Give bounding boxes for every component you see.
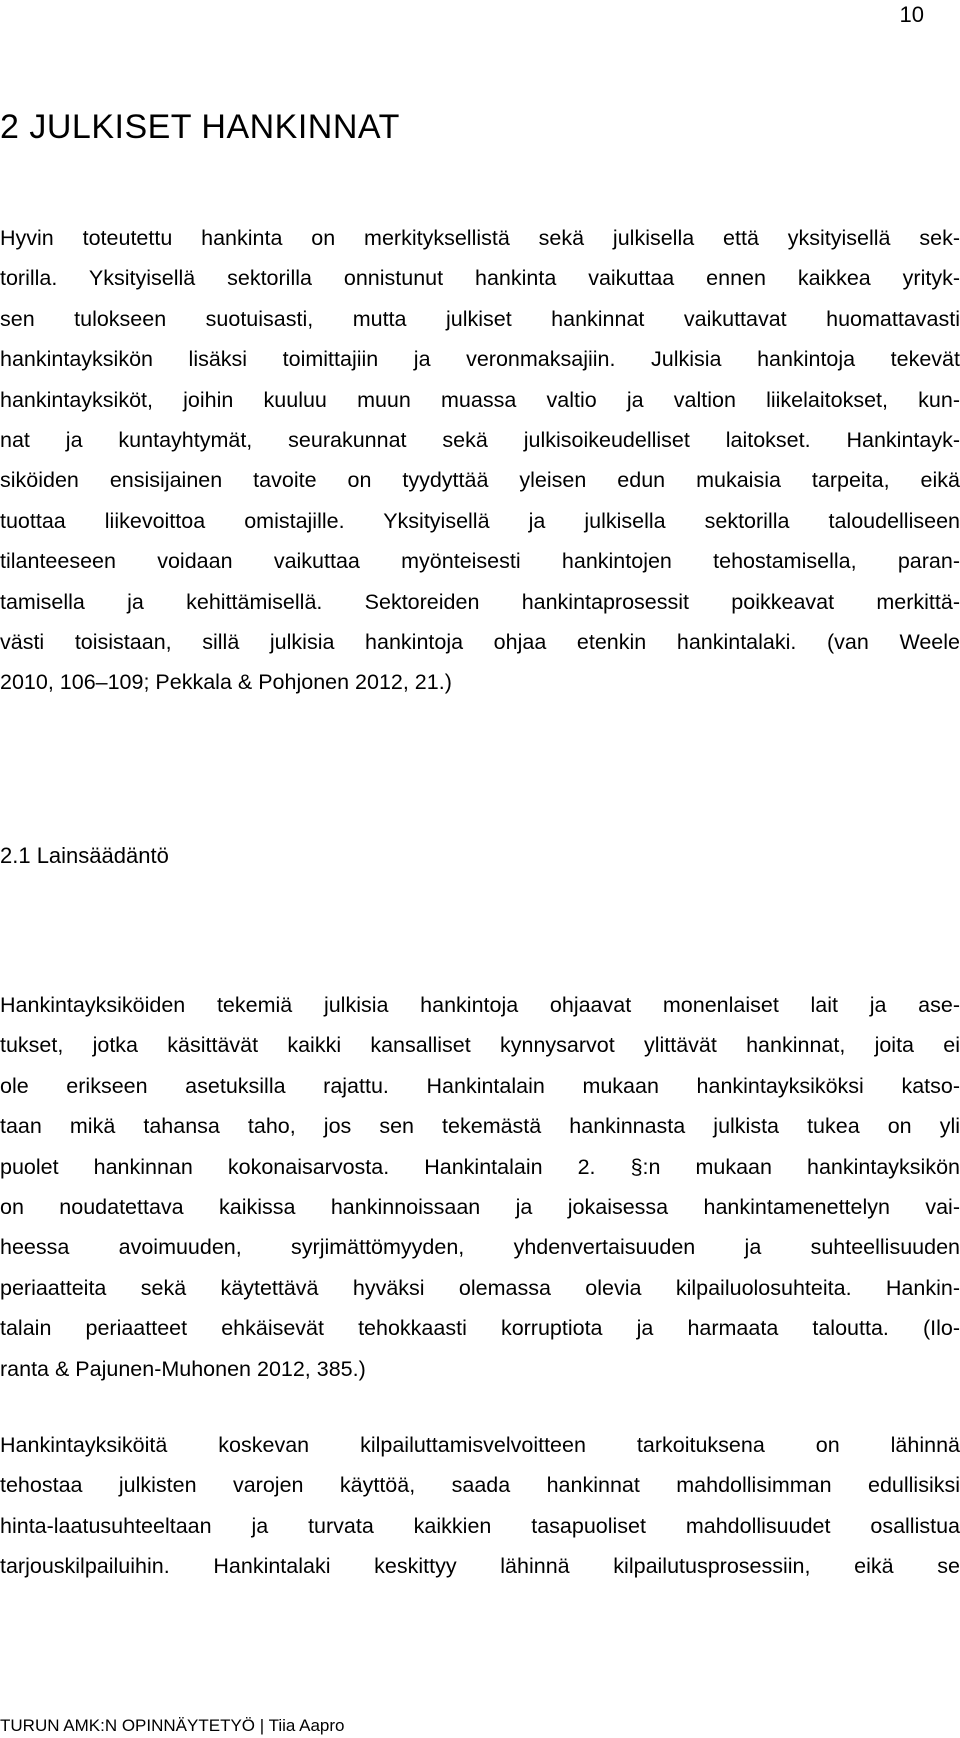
paragraph-line: Hyvin toteutettu hankinta on merkityksellistä sekä julkisella että yksityisellä sek- [0,226,960,250]
paragraph-line: tuottaa liikevoittoa omistajille. Yksityisellä ja julkisella sektorilla taloudelliseen [0,508,960,533]
paragraph-line: hankintayksiköt, joihin kuuluu muun muassa valtio ja valtion liikelaitokset, kun- [0,387,960,412]
paragraph-line: tukset, jotka käsittävät kaikki kansalliset kynnysarvot ylittävät hankinnat, joita ei [0,1033,960,1058]
paragraph-line: tilanteeseen voidaan vaikuttaa myönteisesti hankintojen tehostamisella, paran- [0,549,960,574]
paragraph-line: on noudatettava kaikissa hankinnoissaan ja jokaisessa hankintamenettelyn vai- [0,1194,960,1219]
paragraph-line: talain periaatteet ehkäisevät tehokkaasti korruptiota ja harmaata taloutta. (Ilo- [0,1316,960,1341]
paragraph-line: periaatteita sekä käytettävä hyväksi olemassa olevia kilpailuolosuhteita. Hankin- [0,1275,960,1300]
body-paragraph-3 [0,1425,960,1587]
paragraph-line: hinta-laatusuhteeltaan ja turvata kaikkien tasapuoliset mahdollisuudet osallistua [0,1513,960,1538]
section-title: 2.1 Lainsäädäntö [0,843,169,868]
body-paragraph-1 [0,218,960,703]
paragraph-line: sen tulokseen suotuisasti, mutta julkiset hankinnat vaikuttavat huomattavasti [0,306,960,331]
paragraph-line: västi toisistaan, sillä julkisia hankintoja ohjaa etenkin hankintalaki. (van Weele [0,629,960,654]
paragraph-line: tamisella ja kehittämisellä. Sektoreiden hankintaprosessit poikkeavat merkittä- [0,589,960,614]
body-paragraph-2 [0,985,960,1389]
paragraph-line: 2010, 106–109; Pekkala & Pohjonen 2012, 21.) [0,670,452,695]
paragraph-line: puolet hankinnan kokonaisarvosta. Hankintalain 2. §:n mukaan hankintayksikön [0,1154,960,1179]
paragraph-line: heessa avoimuuden, syrjimättömyyden, yhdenvertaisuuden ja suhteellisuuden [0,1235,960,1260]
paragraph-line: nat ja kuntayhtymät, seurakunnat sekä julkisoikeudelliset laitokset. Hankintayk- [0,427,960,452]
paragraph-line: taan mikä tahansa taho, jos sen tekemästä hankinnasta julkista tukea on yli [0,1114,960,1139]
page-number: 10 [899,2,924,27]
paragraph-line: tehostaa julkisten varojen käyttöä, saada hankinnat mahdollisimman edullisiksi [0,1473,960,1498]
paragraph-line: siköiden ensisijainen tavoite on tyydyttää yleisen edun mukaisia tarpeita, eikä [0,468,960,493]
paragraph-line: torilla. Yksityisellä sektorilla onnistunut hankinta vaikuttaa ennen kaikkea yrityk- [0,266,960,291]
chapter-title: 2 JULKISET HANKINNAT [0,108,400,146]
paragraph-line: Hankintayksiköiden tekemiä julkisia hankintoja ohjaavat monenlaiset lait ja ase- [0,993,960,1017]
paragraph-line: ole erikseen asetuksilla rajattu. Hankintalain mukaan hankintayksiköksi katso- [0,1073,960,1098]
page-footer: TURUN AMK:N OPINNÄYTETYÖ | Tiia Aapro [0,1716,345,1735]
paragraph-line: tarjouskilpailuihin. Hankintalaki keskittyy lähinnä kilpailutusprosessiin, eikä se [0,1554,960,1579]
paragraph-line: ranta & Pajunen-Muhonen 2012, 385.) [0,1356,366,1381]
paragraph-line: hankintayksikön lisäksi toimittajiin ja veronmaksajiin. Julkisia hankintoja tekevät [0,347,960,372]
paragraph-line: Hankintayksiköitä koskevan kilpailuttamisvelvoitteen tarkoituksena on lähinnä [0,1433,960,1457]
